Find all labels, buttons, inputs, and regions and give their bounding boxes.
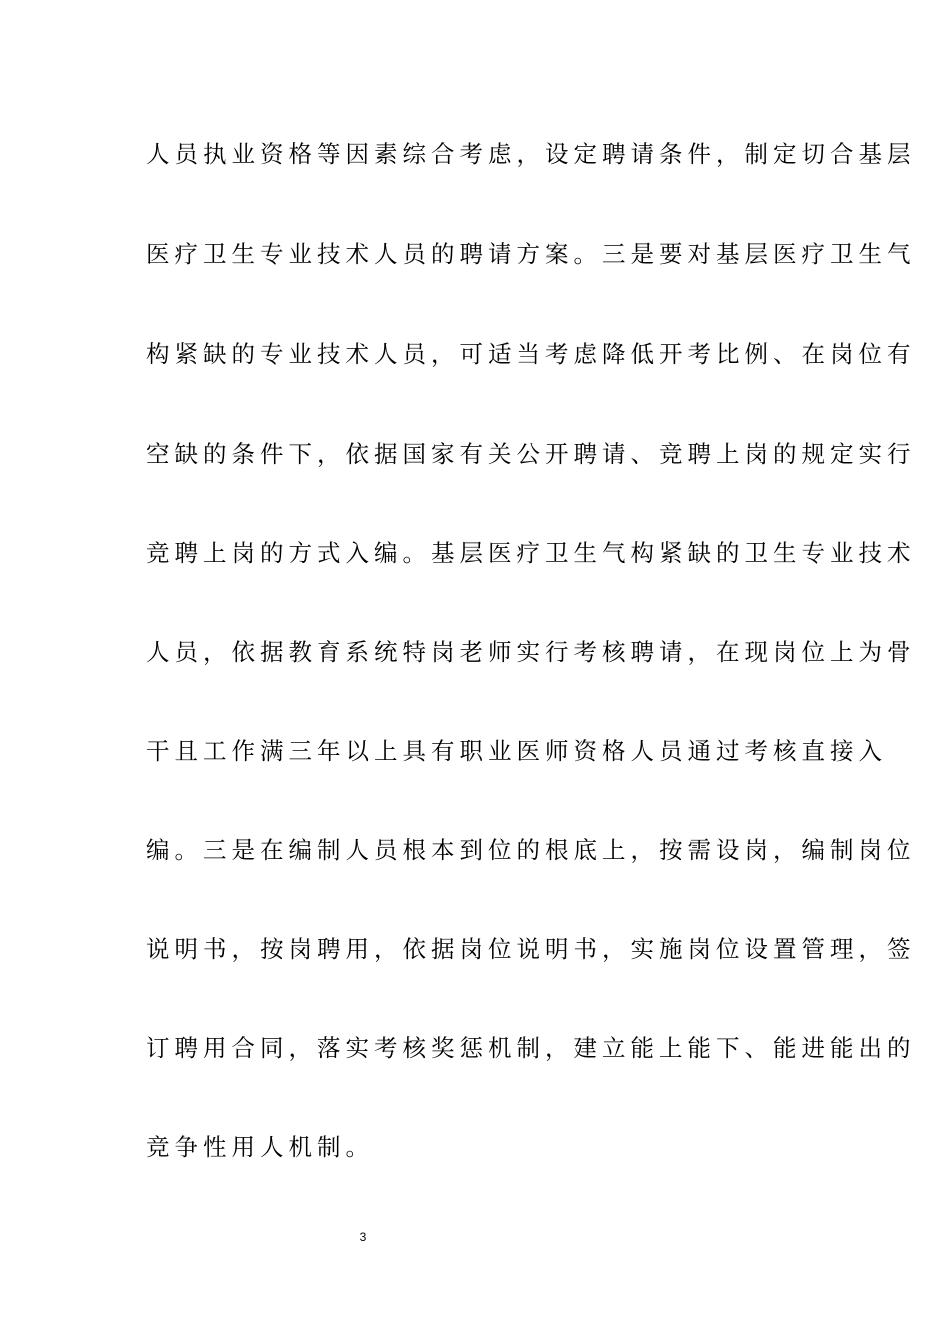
paragraph-line-9: 说明书，按岗聘用，依据岗位说明书，实施岗位设置管理，签 bbox=[146, 935, 916, 963]
paragraph-line-4: 空缺的条件下，依据国家有关公开聘请、竞聘上岗的规定实行 bbox=[146, 440, 916, 468]
paragraph-line-3: 构紧缺的专业技术人员，可适当考虑降低开考比例、在岗位有 bbox=[146, 340, 916, 368]
paragraph-line-1: 人员执业资格等因素综合考虑，设定聘请条件，制定切合基层 bbox=[146, 140, 916, 168]
paragraph-line-5: 竞聘上岗的方式入编。基层医疗卫生气构紧缺的卫生专业技术 bbox=[146, 539, 916, 567]
paragraph-line-7: 干且工作满三年以上具有职业医师资格人员通过考核直接入 bbox=[146, 737, 887, 765]
paragraph-line-8: 编。三是在编制人员根本到位的根底上，按需设岗，编制岗位 bbox=[146, 836, 916, 864]
paragraph-line-6: 人员，依据教育系统特岗老师实行考核聘请，在现岗位上为骨 bbox=[146, 638, 916, 666]
page-number: 3 bbox=[359, 1230, 367, 1244]
paragraph-line-2: 医疗卫生专业技术人员的聘请方案。三是要对基层医疗卫生气 bbox=[146, 240, 916, 268]
paragraph-line-10: 订聘用合同，落实考核奖惩机制，建立能上能下、能进能出的 bbox=[146, 1034, 916, 1062]
paragraph-line-11: 竞争性用人机制。 bbox=[146, 1133, 374, 1161]
